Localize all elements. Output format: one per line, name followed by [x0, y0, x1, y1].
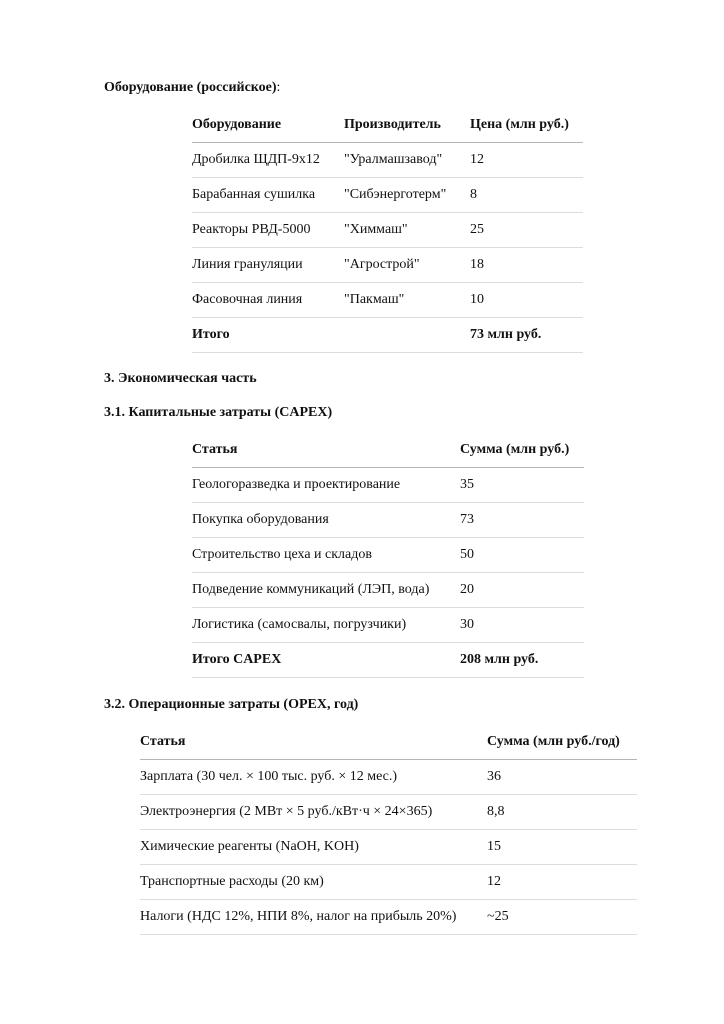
table-header-row: [192, 108, 583, 143]
column-header: Сумма (млн руб./год): [487, 725, 637, 760]
table-cell: Химические реагенты (NaOH, KOH): [140, 830, 487, 865]
equipment-table: [192, 108, 583, 353]
table-header-row: [140, 725, 637, 760]
section-3-heading: 3. Экономическая часть: [104, 371, 257, 386]
table-cell: 36: [487, 760, 637, 795]
table-cell: Дробилка ЩДП-9x12: [192, 143, 344, 178]
column-header: Сумма (млн руб.): [460, 433, 584, 468]
table-cell: Фасовочная линия: [192, 283, 344, 318]
table-row: [140, 830, 637, 865]
table-row: [192, 178, 583, 213]
table-cell: 15: [487, 830, 637, 865]
table-cell: 35: [460, 468, 584, 503]
total-label: Итого CAPEX: [192, 643, 460, 678]
table-row: [140, 795, 637, 830]
table-total-row: [192, 318, 583, 353]
table-cell: Электроэнергия (2 МВт × 5 руб./кВт·ч × 24×365): [140, 795, 487, 830]
table-cell: Налоги (НДС 12%, НПИ 8%, налог на прибыль 20%): [140, 900, 487, 935]
table-cell: 8: [470, 178, 583, 213]
column-header: Статья: [140, 725, 487, 760]
table-cell: [344, 318, 470, 353]
table-row: [192, 468, 584, 503]
column-header: Производитель: [344, 108, 470, 143]
table-row: [192, 538, 584, 573]
table-cell: Транспортные расходы (20 км): [140, 865, 487, 900]
table-cell: "Сибэнерготерм": [344, 178, 470, 213]
capex-table: [192, 433, 584, 678]
table-row: [140, 760, 637, 795]
column-header: Статья: [192, 433, 460, 468]
table-cell: 18: [470, 248, 583, 283]
table-total-row: [192, 643, 584, 678]
table-row: [192, 213, 583, 248]
table-cell: ~25: [487, 900, 637, 935]
table-cell: Строительство цеха и складов: [192, 538, 460, 573]
total-value: 73 млн руб.: [470, 318, 583, 353]
table-cell: 30: [460, 608, 584, 643]
table-row: [192, 283, 583, 318]
opex-table: [140, 725, 637, 935]
table-row: [192, 503, 584, 538]
table-row: [192, 608, 584, 643]
table-cell: Логистика (самосвалы, погрузчики): [192, 608, 460, 643]
table-header-row: [192, 433, 584, 468]
table-row: [192, 143, 583, 178]
table-cell: 12: [470, 143, 583, 178]
section-3-2-heading: 3.2. Операционные затраты (OPEX, год): [104, 697, 359, 712]
table-cell: 73: [460, 503, 584, 538]
column-header: Цена (млн руб.): [470, 108, 583, 143]
table-row: [140, 865, 637, 900]
table-cell: "Химмаш": [344, 213, 470, 248]
table-cell: Геологоразведка и проектирование: [192, 468, 460, 503]
table-cell: Реакторы РВД-5000: [192, 213, 344, 248]
table-cell: "Пакмаш": [344, 283, 470, 318]
total-label: Итого: [192, 318, 344, 353]
table-cell: Зарплата (30 чел. × 100 тыс. руб. × 12 мес.): [140, 760, 487, 795]
table-cell: Покупка оборудования: [192, 503, 460, 538]
table-cell: "Уралмашзавод": [344, 143, 470, 178]
table-row: [140, 900, 637, 935]
table-cell: "Агрострой": [344, 248, 470, 283]
table-cell: 12: [487, 865, 637, 900]
table-row: [192, 573, 584, 608]
table-cell: 20: [460, 573, 584, 608]
table-row: [192, 248, 583, 283]
equipment-heading: Оборудование (российское):: [104, 80, 281, 95]
table-cell: Линия грануляции: [192, 248, 344, 283]
table-cell: 25: [470, 213, 583, 248]
section-3-1-heading: 3.1. Капитальные затраты (CAPEX): [104, 405, 333, 420]
table-cell: 50: [460, 538, 584, 573]
table-cell: 10: [470, 283, 583, 318]
column-header: Оборудование: [192, 108, 344, 143]
table-cell: Подведение коммуникаций (ЛЭП, вода): [192, 573, 460, 608]
total-value: 208 млн руб.: [460, 643, 584, 678]
table-cell: Барабанная сушилка: [192, 178, 344, 213]
table-cell: 8,8: [487, 795, 637, 830]
